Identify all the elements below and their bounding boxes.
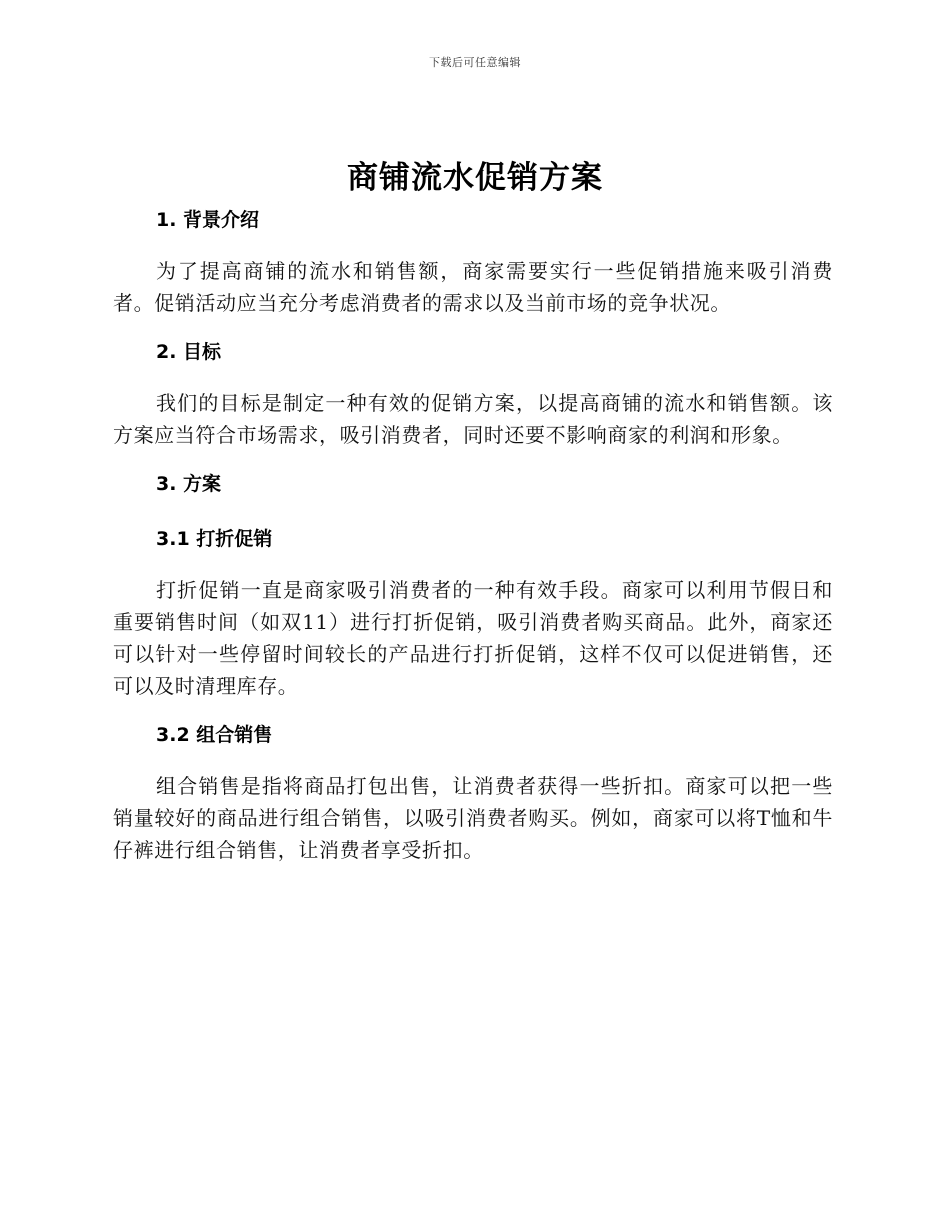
section-heading-goal: 2. 目标 [156,341,222,363]
document-title: 商铺流水促销方案 [347,160,603,196]
section-heading-background: 1. 背景介绍 [156,209,260,231]
section-paragraph-background: 为了提高商铺的流水和销售额，商家需要实行一些促销措施来吸引消费者。促销活动应当充分考虑消费者的需求以及当前市场的竞争状况。 [113,259,833,315]
section-paragraph-discount: 打折促销一直是商家吸引消费者的一种有效手段。商家可以利用节假日和重要销售时间（如双11）进行打折促销，吸引消费者购买商品。此外，商家还可以针对一些停留时间较长的产品进行打折促销，这样不仅可以促进销售，还可以及时清理库存。 [113,578,833,698]
header-note: 下载后可任意编辑 [429,56,521,69]
section-paragraph-goal: 我们的目标是制定一种有效的促销方案，以提高商铺的流水和销售额。该方案应当符合市场需求，吸引消费者，同时还要不影响商家的利润和形象。 [113,391,833,447]
section-heading-bundle: 3.2 组合销售 [156,724,273,746]
section-heading-plan: 3. 方案 [156,473,222,495]
document-body [113,200,833,866]
section-paragraph-bundle: 组合销售是指将商品打包出售，让消费者获得一些折扣。商家可以把一些销量较好的商品进行组合销售，以吸引消费者购买。例如，商家可以将T恤和牛仔裤进行组合销售，让消费者享受折扣。 [113,774,833,862]
section-heading-discount: 3.1 打折促销 [156,528,273,550]
